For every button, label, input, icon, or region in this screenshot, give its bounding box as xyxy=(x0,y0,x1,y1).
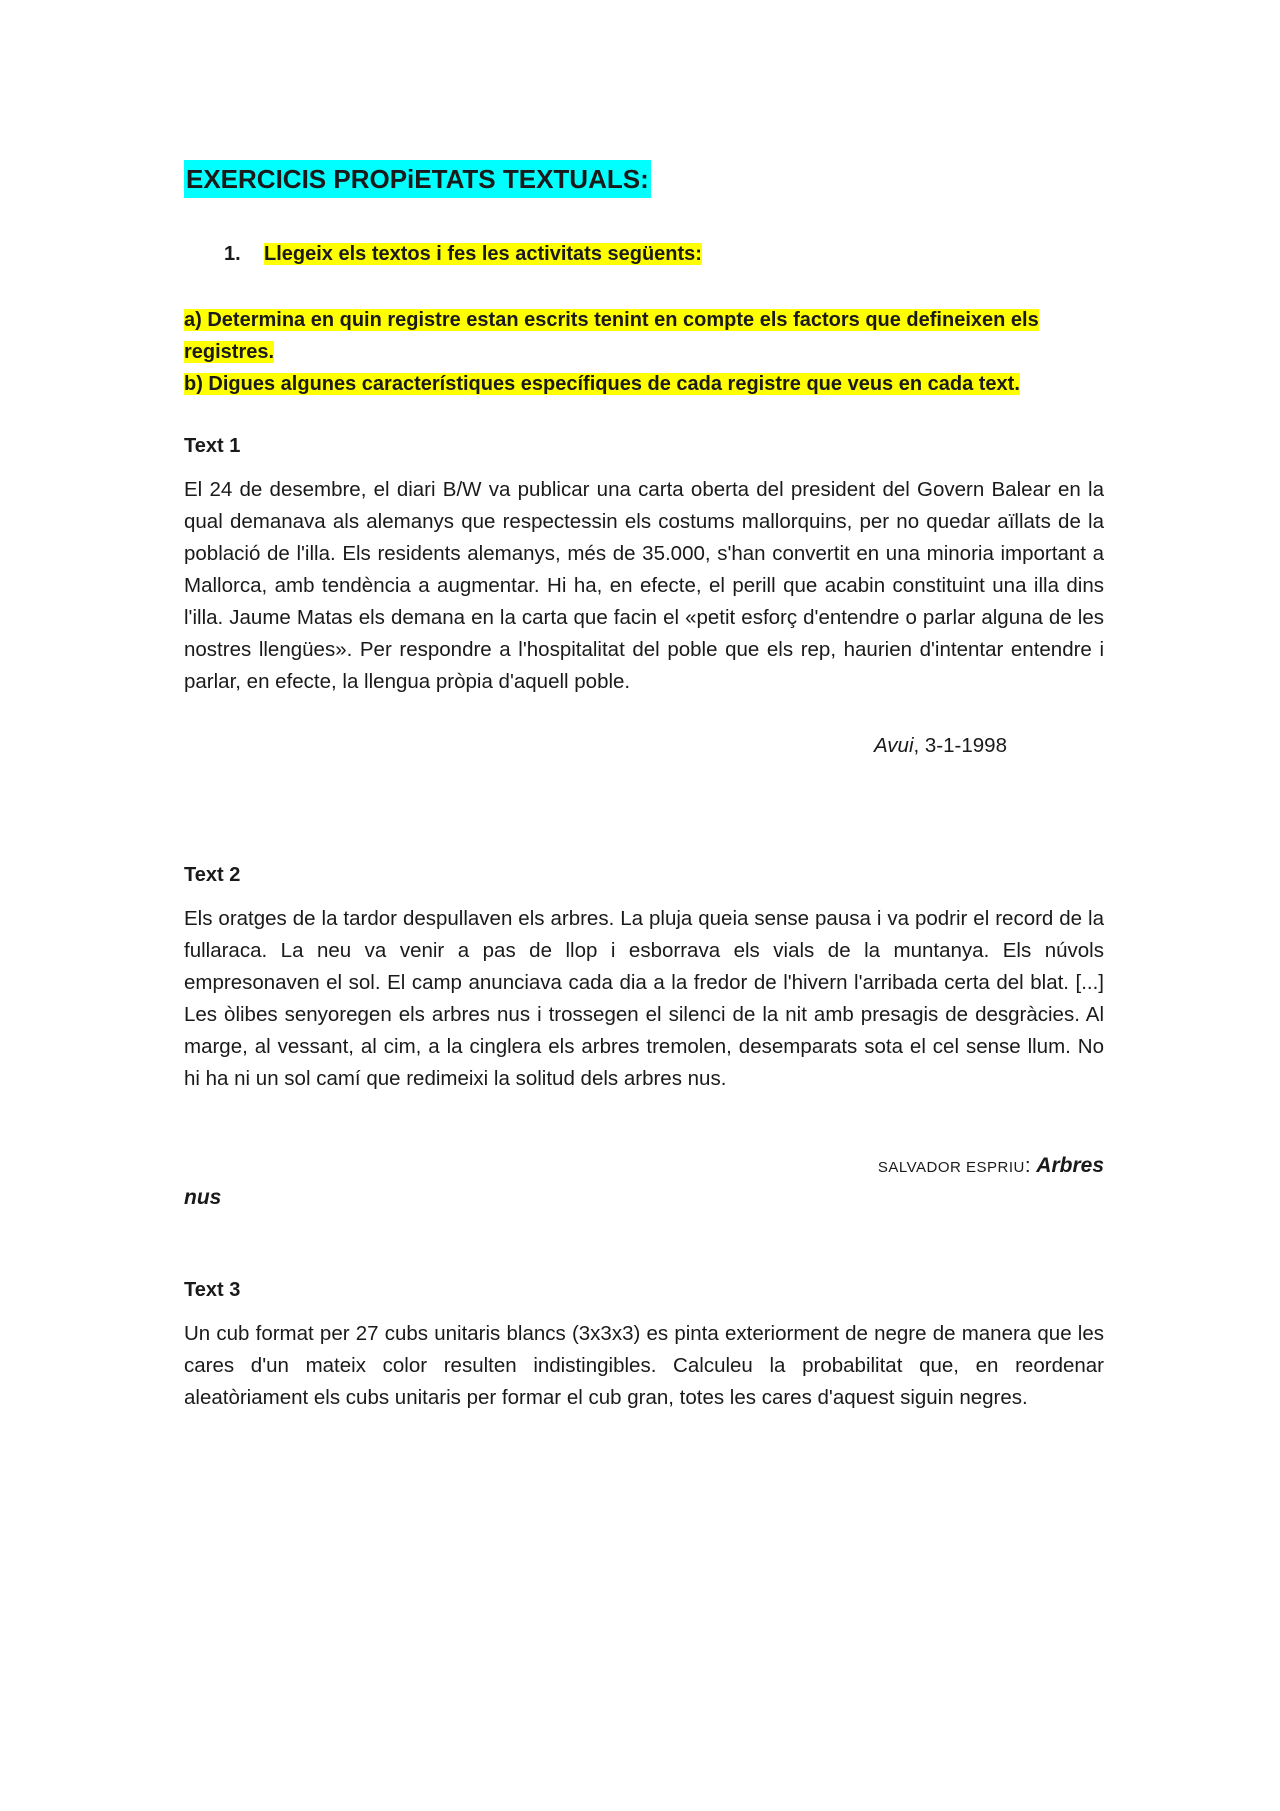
text-1-source xyxy=(874,730,1007,762)
text-2-author: SALVADOR ESPRIU xyxy=(877,1159,1025,1176)
page-title: EXERCICIS PROPiETATS TEXTUALS: xyxy=(184,160,651,198)
text-1-body: El 24 de desembre, el diari B/W va publicar una carta oberta del president del Govern Balear en la qual demanava als alemanys que respectessin els costums mallorquins, per no quedar aïllats de la població de l'illa. Els residents alemanys, més de 35.000, s'han convertit en una minoria important a Mallorca, amb tendència a augmentar. Hi ha, en efecte, el perill que acabin constituint una illa dins l'illa. Jaume Matas els demana en la carta que facin el «petit esforç d'entendre o parlar alguna de les nostres llengües». Per respondre a l'hospitalitat del poble que els rep, haurien d'intentar entendre i parlar, en efecte, la llengua pròpia d'aquell poble. xyxy=(184,478,1104,693)
text-1-source-title: Avui xyxy=(874,734,914,757)
text-1-heading: Text 1 xyxy=(184,435,241,457)
document-page xyxy=(184,0,1104,1811)
exercise-number: 1. xyxy=(224,243,241,265)
text-2-book-title-cont: nus xyxy=(184,1186,222,1209)
task-list xyxy=(184,304,1104,400)
exercise-instruction: Llegeix els textos i fes les activitats següents: xyxy=(264,243,702,265)
text-2-heading: Text 2 xyxy=(184,864,241,886)
task-b: b) Digues algunes característiques específiques de cada registre que veus en cada text. xyxy=(184,373,1020,395)
text-3-body: Un cub format per 27 cubs unitaris blancs (3x3x3) es pinta exteriorment de negre de manera que les cares d'un mateix color resulten indistingibles. Calculeu la probabilitat que, en reordenar aleatòriament els cubs unitaris per formar el cub gran, totes les cares d'aquest siguin negres. xyxy=(184,1322,1104,1409)
text-3-heading: Text 3 xyxy=(184,1279,241,1301)
text-2-body: Els oratges de la tardor despullaven els arbres. La pluja queia sense pausa i va podrir el record de la fullaraca. La neu va venir a pas de llop i esborrava els vials de la muntanya. Els núvols empresonaven el sol. El camp anunciava cada dia a la fredor de l'hivern l'arribada certa del blat. [...] Les òlibes senyoregen els arbres nus i trossegen el silenci de la nit amb presagis de desgràcies. Al marge, al vessant, al cim, a la cinglera els arbres tremolen, desemparats sota el cel sense llum. No hi ha ni un sol camí que redimeixi la solitud dels arbres nus. xyxy=(184,907,1104,1090)
task-a: a) Determina en quin registre estan escrits tenint en compte els factors que defineixen els registres. xyxy=(184,309,1039,363)
text-2-author-sep: : xyxy=(1024,1154,1031,1177)
exercise-instruction-item xyxy=(224,240,702,268)
text-2-book-title: Arbres xyxy=(1036,1154,1104,1177)
text-1-source-date: , 3-1-1998 xyxy=(913,734,1007,757)
text-2-source xyxy=(878,1150,1104,1184)
